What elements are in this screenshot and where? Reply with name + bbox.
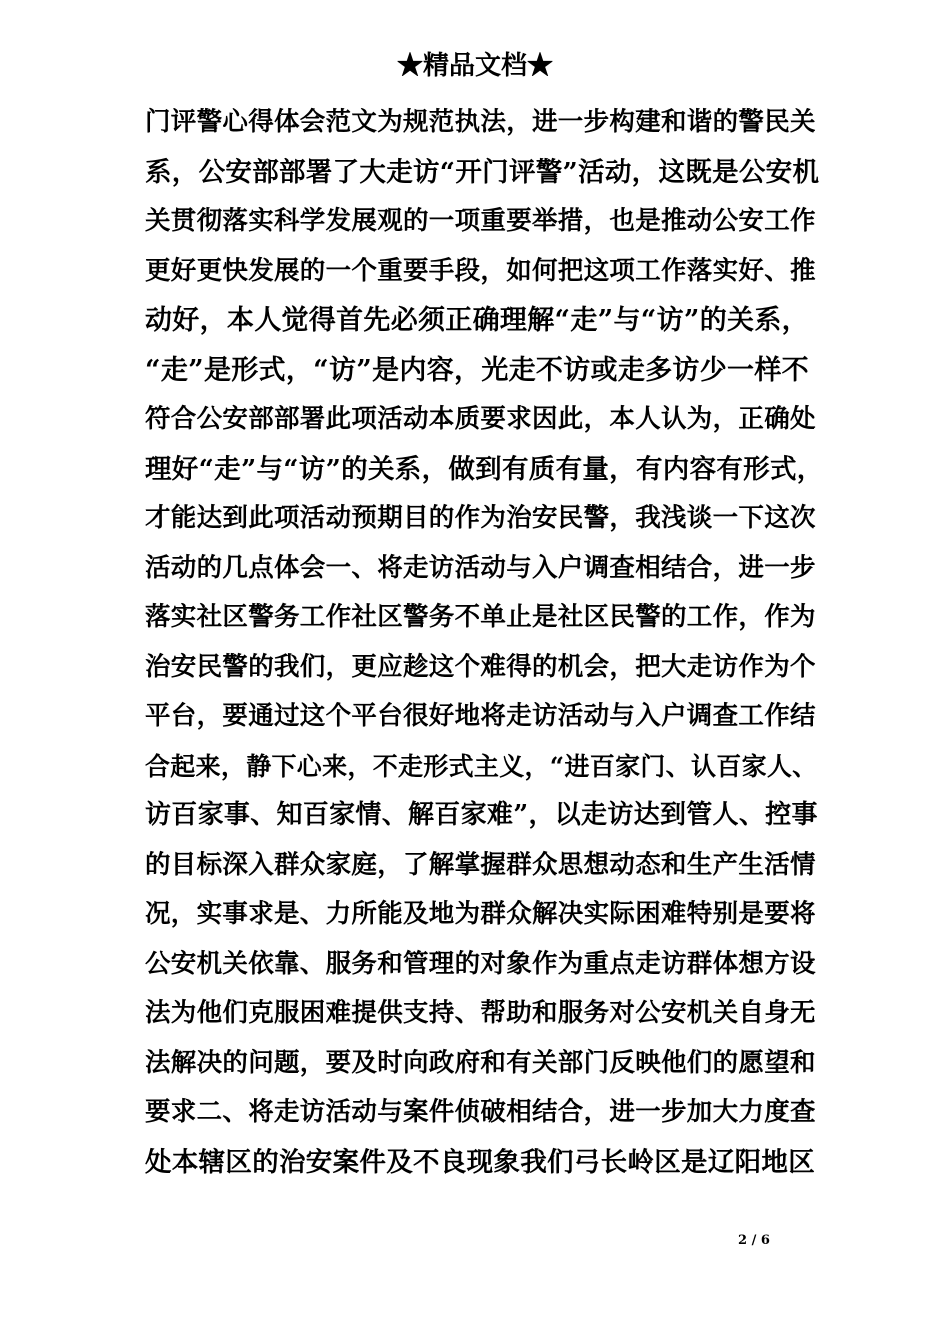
text-line: 动好，本人觉得首先必须正确理解“走”与“访”的关系， xyxy=(145,305,809,336)
text-line: 落实社区警务工作社区警务不单止是社区民警的工作，作为 xyxy=(145,602,816,632)
text-line: 法为他们克服困难提供支持、帮助和服务对公安机关自身无 xyxy=(145,998,816,1028)
text-line: 访百家事、知百家情、解百家难”，以走访达到管人、控事 xyxy=(145,800,818,830)
document-body xyxy=(145,98,825,1187)
text-line: 处本辖区的治安案件及不良现象我们弓长岭区是辽阳地区 xyxy=(145,1146,815,1178)
text-line: 公安机关依靠、服务和管理的对象作为重点走访群体想方设 xyxy=(145,948,816,979)
text-line: 门评警心得体会范文为规范执法，进一步构建和谐的警民关 xyxy=(145,107,816,137)
page-number: 2 / 6 xyxy=(738,1233,770,1248)
text-line: 更好更快发展的一个重要手段，如何把这项工作落实好、推 xyxy=(145,255,816,286)
text-line: 况，实事求是、力所能及地为群众解决实际困难特别是要将 xyxy=(145,899,816,929)
text-line: “走”是形式，“访”是内容，光走不访或走多访少一样不 xyxy=(145,354,809,386)
page-header-title: ★精品文档★ xyxy=(396,51,553,81)
text-line: 的目标深入群众家庭，了解掌握群众思想动态和生产生活情 xyxy=(145,849,816,880)
text-line: 系，公安部部署了大走访“开门评警”活动，这既是公安机 xyxy=(145,156,820,188)
text-line: 平台，要通过这个平台很好地将走访活动与入户调查工作结 xyxy=(145,701,816,731)
text-line: 关贯彻落实科学发展观的一项重要举措，也是推动公安工作 xyxy=(145,206,816,236)
text-line: 治安民警的我们，更应趁这个难得的机会，把大走访作为个 xyxy=(145,651,816,682)
text-line: 符合公安部部署此项活动本质要求因此，本人认为，正确处 xyxy=(145,404,816,434)
text-line: 理好“走”与“访”的关系，做到有质有量，有内容有形式， xyxy=(145,453,824,485)
text-line: 法解决的问题，要及时向政府和有关部门反映他们的愿望和 xyxy=(145,1047,816,1078)
text-line: 才能达到此项活动预期目的作为治安民警，我浅谈一下这次 xyxy=(145,503,816,533)
text-line: 活动的几点体会一、将走访活动与入户调查相结合，进一步 xyxy=(145,552,816,583)
text-line: 要求二、将走访活动与案件侦破相结合，进一步加大力度查 xyxy=(145,1097,816,1127)
text-line: 合起来，静下心来，不走形式主义，“进百家门、认百家人、 xyxy=(145,751,818,781)
